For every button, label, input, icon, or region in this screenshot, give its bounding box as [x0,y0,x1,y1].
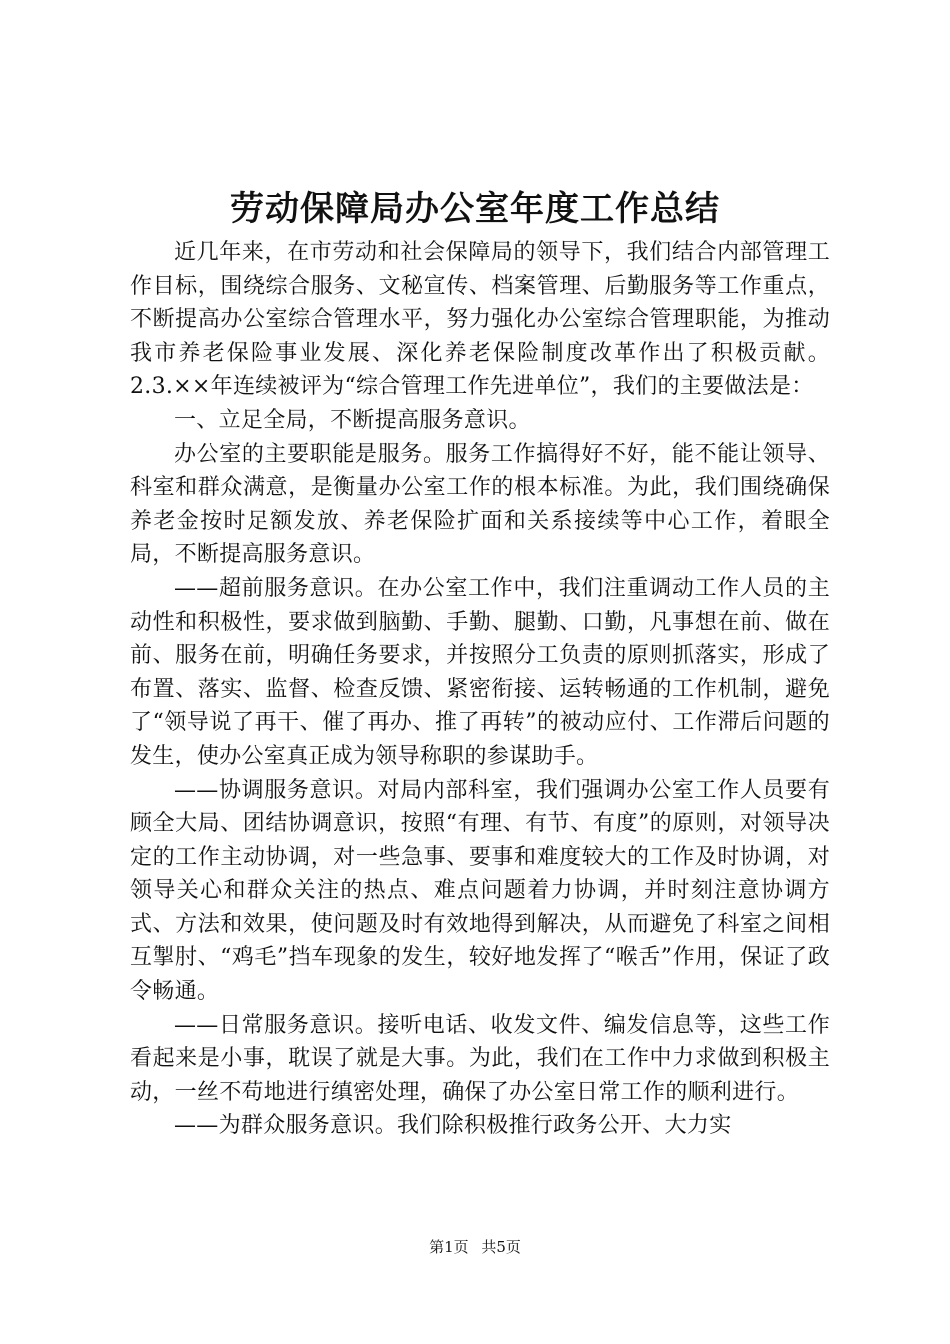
paragraph-office-function: 办公室的主要职能是服务。服务工作搞得好不好，能不能让领导、科室和群众满意，是衡量办公室工作的根本标准。为此，我们围绕确保养老金按时足额发放、养老保险扩面和关系接续等中心工作，着眼全局，不断提高服务意识。 [130,441,830,568]
paragraph-daily-service: ——日常服务意识。接听电话、收发文件、编发信息等，这些工作看起来是小事，耽误了就是大事。为此，我们在工作中力求做到积极主动，一丝不苟地进行缜密处理，确保了办公室日常工作的顺利进行。 [130,1012,830,1105]
page-number: 第1页 [429,1238,469,1256]
document-body [130,236,830,1143]
page-total: 共5页 [481,1238,521,1256]
paragraph-coordination-service: ——协调服务意识。对局内部科室，我们强调办公室工作人员要有顾全大局、团结协调意识，按照“有理、有节、有度”的原则，对领导决定的工作主动协调，对一些急事、要事和难度较大的工作及时协调，对领导关心和群众关注的热点、难点问题着力协调，并时刻注意协调方式、方法和效果，使问题及时有效地得到解决，从而避免了科室之间相互掣肘、“鸡毛”挡车现象的发生，较好地发挥了“喉舌”作用，保证了政令畅通。 [130,777,830,1005]
page-title: 劳动保障局办公室年度工作总结 [230,189,720,229]
paragraph-public-service: ——为群众服务意识。我们除积极推行政务公开、大力实 [174,1113,732,1139]
section-heading-1: 一、立足全局，不断提高服务意识。 [174,407,531,433]
page-footer [0,1236,950,1258]
paragraph-proactive-service: ——超前服务意识。在办公室工作中，我们注重调动工作人员的主动性和积极性，要求做到脑勤、手勤、腿勤、口勤，凡事想在前、做在前、服务在前，明确任务要求，并按照分工负责的原则抓落实，形成了布置、落实、监督、检查反馈、紧密衔接、运转畅通的工作机制，避免了“领导说了再干、催了再办、推了再转”的被动应付、工作滞后问题的发生，使办公室真正成为领导称职的参谋助手。 [130,575,830,769]
paragraph-intro: 近几年来，在市劳动和社会保障局的领导下，我们结合内部管理工作目标，围绕综合服务、文秘宣传、档案管理、后勤服务等工作重点，不断提高办公室综合管理水平，努力强化办公室综合管理职能，为推动我市养老保险事业发展、深化养老保险制度改革作出了积极贡献。2.3.××年连续被评为“综合管理工作先进单位”，我们的主要做法是： [130,240,830,400]
